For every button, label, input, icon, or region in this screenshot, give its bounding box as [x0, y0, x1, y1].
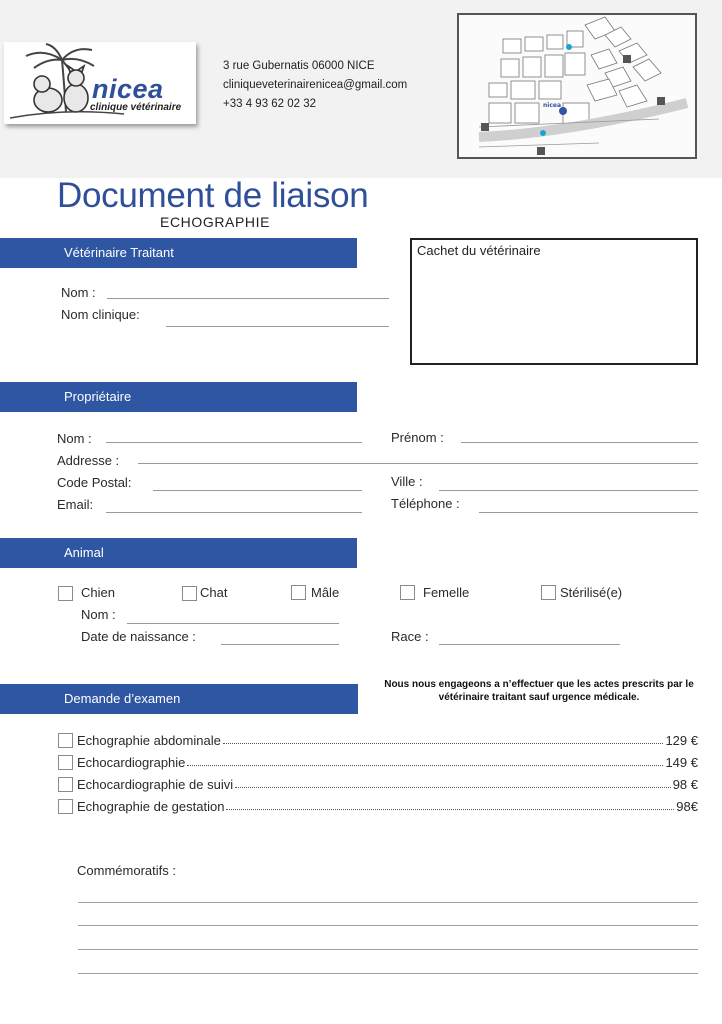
vet-clinique-field[interactable]	[166, 326, 389, 327]
owner-cp-field[interactable]	[153, 490, 362, 491]
exam-item[interactable]	[58, 775, 698, 793]
street-map-illustration	[459, 15, 695, 157]
animal-naissance-label: Date de naissance :	[81, 629, 196, 644]
checkbox-chien-label: Chien	[81, 585, 115, 600]
animal-naissance-field[interactable]	[221, 644, 339, 645]
owner-prenom-field[interactable]	[461, 442, 698, 443]
checkbox-sterilise-label: Stérilisé(e)	[560, 585, 623, 600]
exam-notice: Nous nous engageons a n’effectuer que les actes prescrits par le vétérinaire traitant sauf urgence médicale.	[384, 679, 694, 703]
owner-email-label: Email:	[57, 497, 94, 512]
clinic-logo	[4, 42, 196, 124]
animal-race-field[interactable]	[439, 644, 620, 645]
checkbox-chat-label: Chat	[200, 585, 228, 600]
exam-item[interactable]	[58, 753, 698, 771]
dot-leader	[235, 787, 671, 788]
checkbox-male[interactable]	[291, 585, 306, 600]
location-map	[457, 13, 697, 159]
checkbox-femelle-label: Femelle	[423, 585, 470, 600]
exam-label: Echographie de gestation	[77, 798, 225, 814]
owner-prenom-label: Prénom :	[391, 430, 444, 445]
exam-checkbox[interactable]	[58, 799, 73, 814]
document-subtitle: ECHOGRAPHIE	[160, 214, 271, 230]
exam-price: 129 €	[665, 732, 698, 748]
comm-line-4[interactable]	[78, 973, 698, 974]
exam-label: Echocardiographie de suivi	[77, 776, 234, 792]
dog-cat-icon	[34, 66, 88, 112]
vet-stamp-box[interactable]	[410, 238, 698, 365]
animal-nom-label: Nom :	[81, 607, 116, 622]
exam-checkbox[interactable]	[58, 777, 73, 792]
owner-nom-label: Nom :	[57, 431, 92, 446]
owner-ville-label: Ville :	[391, 474, 423, 489]
vet-clinique-label: Nom clinique:	[61, 307, 140, 322]
map-marker-label: nicea	[543, 102, 562, 109]
section-owner-heading: Propriétaire	[0, 382, 357, 412]
animal-race-label: Race :	[391, 629, 429, 644]
clinic-phone: +33 4 93 62 02 32	[223, 98, 317, 110]
checkbox-femelle[interactable]	[400, 585, 415, 600]
owner-nom-field[interactable]	[106, 442, 362, 443]
comm-label: Commémoratifs :	[77, 863, 176, 878]
checkbox-chien[interactable]	[58, 586, 73, 601]
comm-line-2[interactable]	[78, 925, 698, 926]
section-exam-heading: Demande d’examen	[0, 684, 358, 714]
comm-line-3[interactable]	[78, 949, 698, 950]
exam-label: Echographie abdominale	[77, 732, 221, 748]
clinic-address: 3 rue Gubernatis 06000 NICE	[223, 60, 375, 72]
exam-label: Echocardiographie	[77, 754, 186, 770]
animal-nom-field[interactable]	[127, 623, 339, 624]
logo-brand-text: nicea	[92, 74, 164, 104]
owner-adresse-label: Addresse :	[57, 453, 120, 468]
exam-price: 149 €	[665, 754, 698, 770]
dot-leader	[223, 743, 664, 744]
clinic-email: cliniqueveterinairenicea@gmail.com	[223, 79, 408, 91]
checkbox-sterilise[interactable]	[541, 585, 556, 600]
owner-email-field[interactable]	[106, 512, 362, 513]
owner-tel-field[interactable]	[479, 512, 698, 513]
exam-price: 98 €	[672, 776, 698, 792]
vet-nom-field[interactable]	[107, 298, 389, 299]
document-title: Document de liaison	[57, 176, 369, 215]
owner-adresse-field[interactable]	[138, 463, 698, 464]
vet-nom-label: Nom :	[61, 285, 96, 300]
exam-checkbox[interactable]	[58, 755, 73, 770]
exam-price: 98€	[676, 798, 698, 814]
exam-item[interactable]	[58, 797, 698, 815]
checkbox-chat[interactable]	[182, 586, 197, 601]
owner-ville-field[interactable]	[439, 490, 698, 491]
exam-item[interactable]	[58, 731, 698, 749]
owner-tel-label: Téléphone :	[391, 496, 460, 511]
vet-stamp-label: Cachet du vétérinaire	[417, 243, 541, 258]
dot-leader	[226, 809, 674, 810]
comm-line-1[interactable]	[78, 902, 698, 903]
dot-leader	[187, 765, 663, 766]
checkbox-male-label: Mâle	[311, 585, 340, 600]
logo-tagline: clinique vétérinaire	[90, 102, 182, 113]
section-vet-heading: Vétérinaire Traitant	[0, 238, 357, 268]
section-animal-heading: Animal	[0, 538, 357, 568]
owner-cp-label: Code Postal:	[57, 475, 132, 490]
exam-checkbox[interactable]	[58, 733, 73, 748]
